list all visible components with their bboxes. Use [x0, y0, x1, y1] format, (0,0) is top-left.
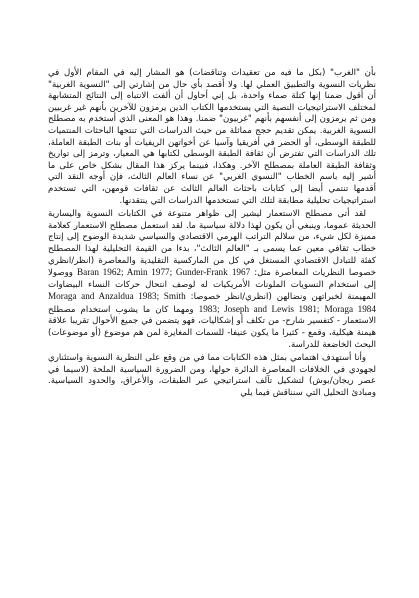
paragraph-colonization-text: لقد أتى مصطلح الاستعمار ليشير إلى ظواهر متنوعة في الكتابات النسوية واليسارية الحديثة عموما، وينبغي أن يكون لهذا دلالة سياسية ما. لقد استعمل مصطلح الاستعمار كعلامة مميزة لكل شيء، من سلالم التراتب الهرمي الاقتصادي والسياسي شديدة الوضوح إلى إنتاج خطاب ثقافي معين عما يسمى بـ "العالم الثالث"، بدءا من القيمة التحليلية لهذا المصطلح كفئة للتبادل الاقتصادي المستغل في كل من الماركسية التقليدية والمعاصرة (انظر/انظري خصوصا النظريات المعاصرة مثل: [48, 209, 377, 279]
paragraph-colonization-continued: ووصولا إلى استخدام النسويات الملونات الأمريكيات له لوصف انتحال حركات النساء البيضاوات المهيمنة لخبراتهن ونضالهن (انظري/انظر خصوصا: [48, 268, 377, 303]
block-references-1: Moraga and Anzaldua 1983; Smith 1983; Joseph and Lewis 1981; [48, 291, 320, 314]
paragraph-colonization-end: ومهما كان ما يشوب استخدام مصطلح الاستعمار - كتفسير شارح- من تكلف أو إشكاليات، فهو يتضمن في جميع الأحوال تقريبا علاقة هيمنة هيكلية، وقمع - كثيرا ما يكون عنيفا- للسمات المغايرة لمن هم موضوع (أو موضوعات) البحث الخاضعة للدراسة. [48, 304, 376, 350]
inline-reference-year: 1967 [231, 267, 251, 278]
inline-references: Baran 1962; Amin 1977; Gunder-Frank [77, 267, 228, 278]
block-references-2: Moraga 1984 [324, 303, 376, 314]
paragraph-interest: وأنا أستهدف اهتمامي بمثل هذه الكتابات مما في من وقع على النظرية النسوية واستئناري لجهودي في الخلافات المعاصرة الدائرة حولها، ومن الضرورة السياسية الملحة (لاسيما في عصر ريجان/بوش) لتشكيل تآلف استراتيجي عبر الطبقات، والأعراق، والحدود السياسية. ومبادئ التحليل التي سنناقش فيما يلي [48, 353, 376, 399]
paragraph-western-feminism: بأن "الغرب" (بكل ما فيه من تعقيدات وتناقضات) هو المشار إليه في المقام الأول في نظريات النسوية والتطبيق العملي لها. ولا أقصد بأي حال من إشارتي إلى "النسوية الغربية" أن أقول ضمنا إنها كتلة صماء واحدة، بل إني أحاول أن ألفت الانتباه إلى النتائج المتشابهة لمختلف الاستراتيجيات النصية التي يستخدمها الكتاب الذين يرمزون للآخرين بأنهم غير غربيين ومن ثم يرمزون إلى أنفسهم بأنهم "غربيون" ضمنا. وهذا هو المعنى الذي أستخدم به مصطلح النسوية الغربية. يمكن تقديم حجج مماثلة من حيث الدراسات التي تنتجها الباحثات المنتميات للطبقة الوسطى، أو الحضر في أفريقيا وآسيا عن أخواتهن الريفيات أو بنات الطبقة العاملة، تلك الدراسات التي تفترض أن ثقافة الطبقة الوسطى لكتابها هي المعيار، وترمز إلى تواريخ وثقافة الطبقة العاملة بمصطلح الآخر. وهكذا، فبينما يركز هذا المقال بشكل خاص على ما أشير إليه باسم الخطاب "النسوي الغربي" عن نساء العالم الثالث، فإن أوجه النقد التي أقدمها تنتمي أيضا إلى كتابات باحثات العالم الثالث عن ثقافات قومهن، التي تستخدم استراتيجيات تحليلية مطابقة لتلك التي تستخدمها الدراسات التي ينتقدنها. [48, 68, 376, 206]
paragraph-colonization [48, 209, 376, 351]
